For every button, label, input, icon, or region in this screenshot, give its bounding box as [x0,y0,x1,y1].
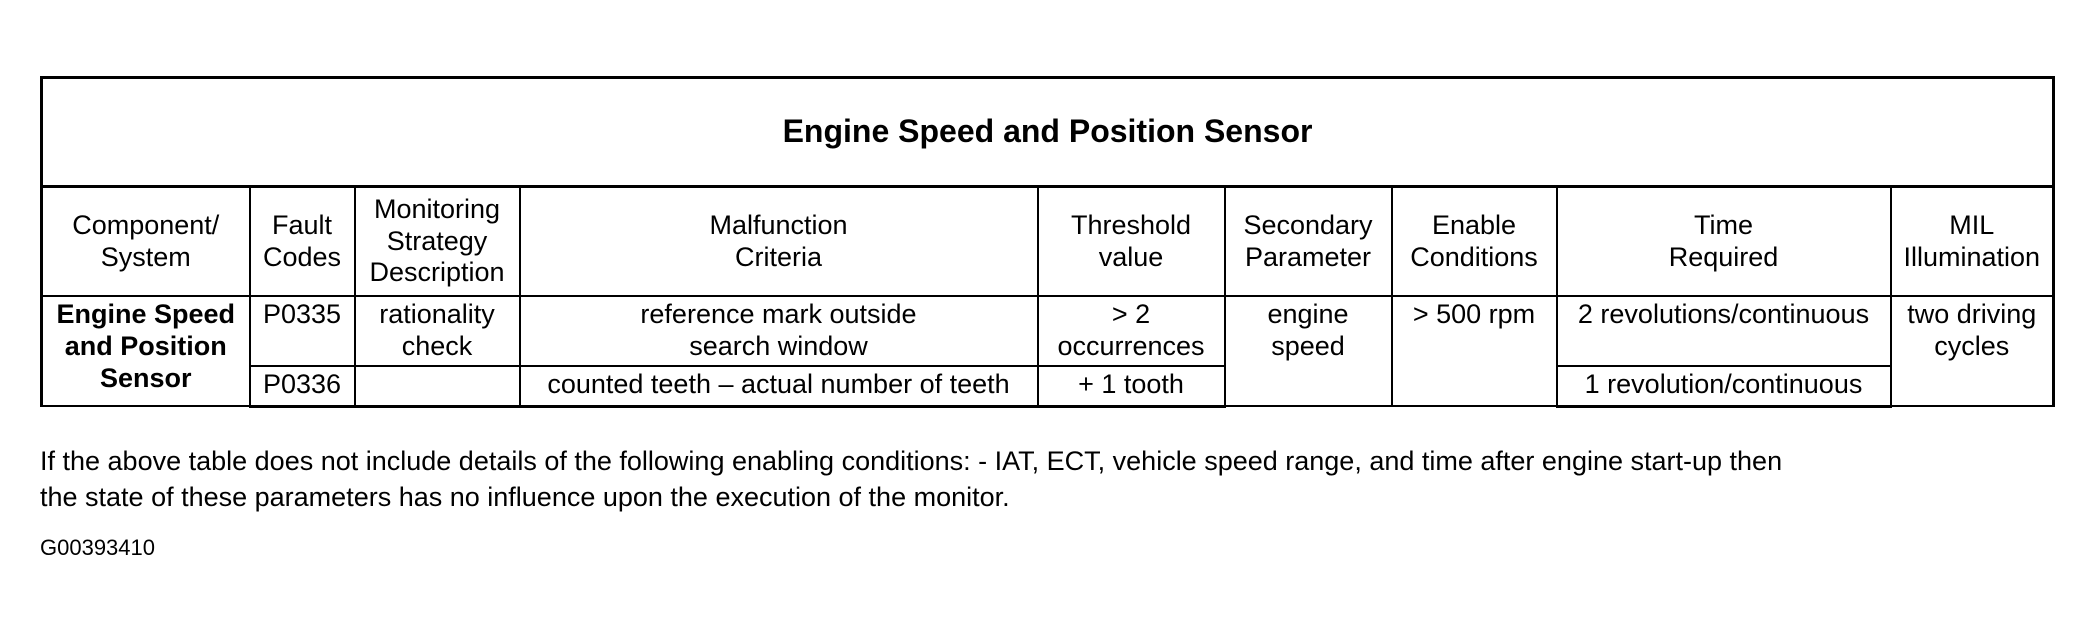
fault-code-cell: P0335 [250,296,355,366]
header-monitoring: Monitoring Strategy Description [355,187,520,297]
enable-cell: > 500 rpm [1392,296,1557,406]
mil-cell: two driving cycles [1891,296,2054,406]
malfunction-cell: reference mark outside search window [520,296,1038,366]
footnote [40,443,2050,515]
header-mil: MIL Illumination [1891,187,2054,297]
header-fault-codes: Fault Codes [250,187,355,297]
header-component: Component/ System [42,187,250,297]
footnote-line: If the above table does not include details of the following enabling conditions: - IAT, ECT, vehicle speed range, and time after engine start-up then [40,446,1783,476]
monitoring-cell [355,366,520,407]
secondary-cell: engine speed [1225,296,1392,406]
threshold-cell: > 2 occurrences [1038,296,1225,366]
header-malfunction: Malfunction Criteria [520,187,1038,297]
malfunction-cell: counted teeth – actual number of teeth [520,366,1038,407]
table-title: Engine Speed and Position Sensor [42,78,2054,187]
header-row [42,187,2054,297]
header-secondary: Secondary Parameter [1225,187,1392,297]
figure-id: G00393410 [40,535,155,560]
footnote-line: the state of these parameters has no influence upon the execution of the monitor. [40,482,1010,512]
monitoring-cell: rationality check [355,296,520,366]
header-threshold: Threshold value [1038,187,1225,297]
threshold-cell: + 1 tooth [1038,366,1225,407]
header-enable: Enable Conditions [1392,187,1557,297]
table-row [42,366,2054,407]
time-cell: 2 revolutions/continuous [1557,296,1891,366]
header-time: Time Required [1557,187,1891,297]
time-cell: 1 revolution/continuous [1557,366,1891,407]
fault-code-cell: P0336 [250,366,355,407]
monitor-table [40,76,2055,408]
component-cell: Engine Speed and Position Sensor [42,296,250,406]
